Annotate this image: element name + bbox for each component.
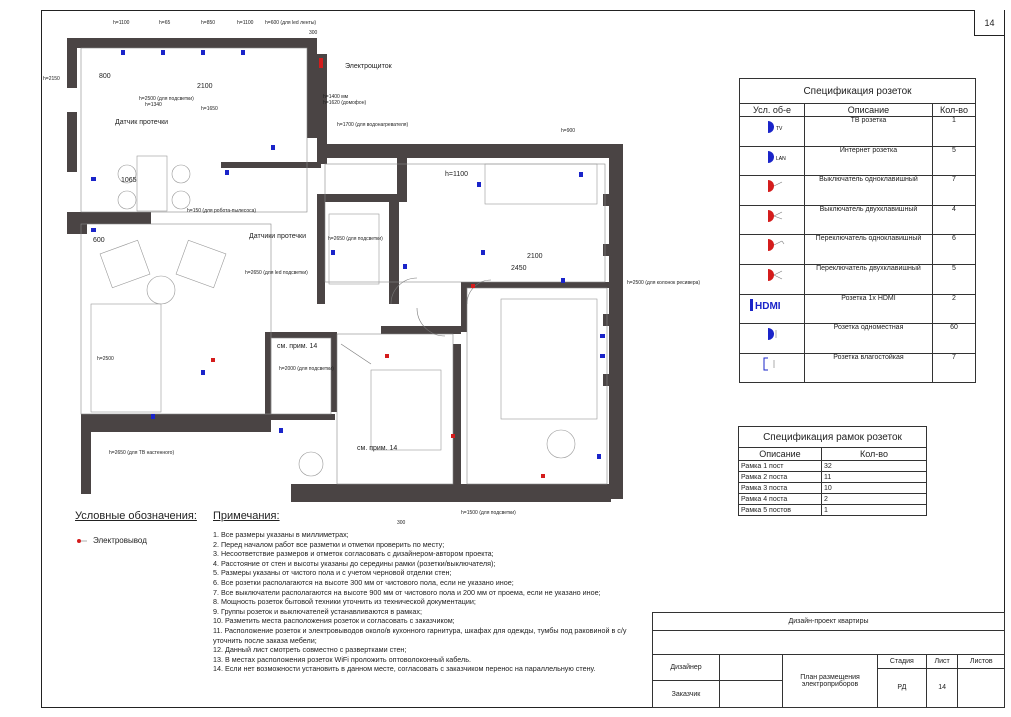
spec-row bbox=[740, 353, 976, 383]
leak-sensor-label: Датчик протечки bbox=[115, 119, 169, 126]
spec-qty: 5 bbox=[932, 264, 975, 294]
sheet-label: Лист bbox=[926, 655, 958, 668]
note-item: 6. Все розетки располагаются на высоте 300 мм от чистового пола, если не указано иное; bbox=[213, 577, 514, 587]
outlet-icon bbox=[77, 538, 87, 544]
spec-title: Спецификация розеток bbox=[740, 79, 976, 104]
dim-text: h=600 (для led ленты) bbox=[265, 20, 317, 26]
spec-desc: Переключатель двухклавишный bbox=[805, 264, 933, 294]
dim-text: h=65 bbox=[159, 20, 171, 26]
note-item: 1. Все размеры указаны в миллиметрах; bbox=[213, 530, 349, 539]
spec-qty: 7 bbox=[932, 176, 975, 206]
dim-text: 800 bbox=[99, 73, 111, 80]
dim-text: h=1500 (для подсветки) bbox=[461, 510, 516, 516]
frames-desc: Рамка 5 постов bbox=[739, 505, 822, 516]
frames-spec-table bbox=[738, 426, 927, 516]
spec-row bbox=[740, 235, 976, 265]
designer-label: Дизайнер bbox=[653, 655, 720, 681]
spec-desc: Интернет розетка bbox=[805, 146, 933, 176]
stage-value: РД bbox=[878, 668, 927, 707]
dim-text: h=150 (для робота-пылесоса) bbox=[187, 208, 257, 214]
frames-desc: Рамка 1 пост bbox=[739, 461, 822, 472]
dim-text: 1065 bbox=[121, 177, 137, 184]
spec-desc: Розетка 1х HDMI bbox=[805, 294, 933, 324]
dim-text: h=900 bbox=[561, 128, 576, 134]
switch-double-icon bbox=[740, 205, 805, 235]
spec-col-symbol: Усл. об-е bbox=[740, 104, 805, 117]
frames-qty: 32 bbox=[822, 461, 927, 472]
dim-text: h=1400 мм bbox=[323, 94, 349, 100]
page-number: 14 bbox=[974, 10, 1005, 36]
note-item: 9. Группы розеток и выключателей устанавливаются в рамках; bbox=[213, 606, 423, 616]
frames-col-desc: Описание bbox=[739, 448, 822, 461]
spec-desc: Переключатель одноклавишный bbox=[805, 235, 933, 265]
frames-qty: 1 bbox=[822, 505, 927, 516]
spec-row bbox=[740, 117, 976, 147]
note-item: 3. Несоответствие размеров и отметок согласовать с дизайнером-автором проекта; bbox=[213, 549, 494, 559]
spec-row bbox=[740, 294, 976, 324]
note-item: 5. Размеры указаны от чистого пола и с учетом черновой отделки стен; bbox=[213, 568, 452, 578]
frames-desc: Рамка 2 поста bbox=[739, 472, 822, 483]
dim-text: 600 bbox=[93, 237, 105, 244]
dim-text: h=1100 bbox=[237, 20, 254, 26]
svg-text:LAN: LAN bbox=[776, 155, 786, 162]
sockets-spec-table bbox=[739, 78, 976, 383]
hdmi-socket-icon bbox=[740, 294, 805, 324]
frames-row bbox=[739, 461, 927, 472]
sheet-title: План размещения электроприборов bbox=[783, 655, 878, 708]
dim-text: h=1650 bbox=[201, 106, 218, 112]
dim-text: 2450 bbox=[511, 265, 527, 272]
spec-row bbox=[740, 205, 976, 235]
notes-list bbox=[213, 530, 643, 674]
spec-row bbox=[740, 324, 976, 354]
frames-qty: 2 bbox=[822, 494, 927, 505]
dim-text: h=2650 (для ТВ настенного) bbox=[109, 450, 175, 456]
doors bbox=[341, 278, 491, 364]
tv-socket-icon bbox=[740, 117, 805, 147]
customer-value bbox=[720, 681, 783, 708]
legend-item-label: Электровывод bbox=[93, 536, 147, 545]
spec-desc: Розетка одноместная bbox=[805, 324, 933, 354]
dim-text: 2100 bbox=[527, 253, 543, 260]
spec-desc: ТВ розетка bbox=[805, 117, 933, 147]
switch-single-icon bbox=[740, 176, 805, 206]
note-item: 12. Данный лист смотреть совместно с развертками стен; bbox=[213, 645, 407, 655]
electrical-panel-label: Электрощиток bbox=[345, 63, 392, 70]
spec-qty: 4 bbox=[932, 205, 975, 235]
note-item: 11. Расположение розеток и электровыводов около/в кухонного гарнитура, шкафах для одежды, тумбы под раковиной в с/у уточнить после заказа мебели; bbox=[213, 625, 627, 645]
dim-text: h=1340 bbox=[145, 102, 162, 108]
dim-text: h=2500 bbox=[97, 356, 114, 362]
frames-desc: Рамка 3 поста bbox=[739, 483, 822, 494]
designer-value bbox=[720, 655, 783, 681]
floor-plan bbox=[41, 14, 701, 526]
spec-desc: Выключатель двухклавишный bbox=[805, 205, 933, 235]
toggle-double-icon bbox=[740, 264, 805, 294]
sheet-value: 14 bbox=[926, 668, 958, 707]
toggle-single-icon bbox=[740, 235, 805, 265]
note-item: 14. Если нет возможности установить в данном месте, согласовать с заказчиком перенос на параллельную стену. bbox=[213, 664, 596, 674]
spec-col-desc: Описание bbox=[805, 104, 933, 117]
note-item: 4. Расстояние от стен и высоты указаны до середины рамки (розетки/выключателя); bbox=[213, 558, 496, 568]
leak-sensors-label: Датчики протечки bbox=[249, 233, 306, 240]
dim-text: h=2150 bbox=[43, 76, 60, 82]
spec-qty: 5 bbox=[932, 146, 975, 176]
spec-qty: 7 bbox=[932, 353, 975, 383]
spec-row bbox=[740, 146, 976, 176]
legend-item bbox=[77, 536, 147, 545]
dim-text: h=2650 (для led подсветки) bbox=[245, 270, 308, 276]
note-item: 8. Мощность розеток бытовой техники уточнить из технической документации; bbox=[213, 597, 476, 607]
note-item: 2. Перед началом работ все разметки и отметки проверить по месту; bbox=[213, 539, 445, 549]
legend-title: Условные обозначения: bbox=[75, 510, 197, 522]
dim-text: h=2000 (для подсветки) bbox=[279, 366, 334, 372]
project-name: Дизайн-проект квартиры bbox=[653, 613, 1005, 631]
sheets-value bbox=[958, 668, 1005, 707]
dim-text: 2100 bbox=[197, 83, 213, 90]
frames-title: Спецификация рамок розеток bbox=[739, 427, 927, 448]
note-item: 13. В местах расположения розеток WiFi проложить оптоволоконный кабель. bbox=[213, 654, 471, 664]
frames-row bbox=[739, 472, 927, 483]
svg-text:TV: TV bbox=[776, 126, 783, 132]
dim-text: h=2500 (для колонок ресивера) bbox=[627, 280, 701, 286]
frames-qty: 10 bbox=[822, 483, 927, 494]
dim-text: h=1620 (домофон) bbox=[323, 100, 367, 106]
spec-row bbox=[740, 264, 976, 294]
stage-label: Стадия bbox=[878, 655, 927, 668]
spec-qty: 2 bbox=[932, 294, 975, 324]
dim-text: h=2650 (для подсветки) bbox=[328, 236, 383, 242]
note-ref-label: см. прим. 14 bbox=[277, 343, 318, 350]
spec-desc: Выключатель одноклавишный bbox=[805, 176, 933, 206]
spec-qty: 1 bbox=[932, 117, 975, 147]
waterproof-socket-icon bbox=[740, 353, 805, 383]
spec-qty: 6 bbox=[932, 235, 975, 265]
spec-desc: Розетка влагостойкая bbox=[805, 353, 933, 383]
lan-socket-icon bbox=[740, 146, 805, 176]
dim-text: h=1100 bbox=[445, 171, 469, 178]
title-block bbox=[652, 612, 1005, 708]
note-ref-label: см. прим. 14 bbox=[357, 445, 398, 452]
spec-qty: 60 bbox=[932, 324, 975, 354]
empty-row bbox=[653, 630, 1005, 655]
dim-text: h=1700 (для водонагревателя) bbox=[337, 122, 409, 128]
frames-row bbox=[739, 505, 927, 516]
note-item: 10. Разметить места расположения розеток и согласовать с заказчиком; bbox=[213, 616, 455, 626]
dim-text: h=1100 bbox=[113, 20, 130, 26]
dim-text: h=850 bbox=[201, 20, 216, 26]
dim-text: 300 bbox=[309, 30, 318, 36]
spec-row bbox=[740, 176, 976, 206]
frames-desc: Рамка 4 поста bbox=[739, 494, 822, 505]
note-item: 7. Все выключатели располагаются на высоте 900 мм от чистового пола и 200 мм от проема, если не указано иное; bbox=[213, 587, 601, 597]
customer-label: Заказчик bbox=[653, 681, 720, 708]
svg-text:HDMI: HDMI bbox=[755, 300, 781, 312]
dim-text: h=2500 (для подсветки) bbox=[139, 96, 194, 102]
dim-text: 300 bbox=[397, 520, 406, 526]
frames-col-qty: Кол-во bbox=[822, 448, 927, 461]
frames-row bbox=[739, 483, 927, 494]
frames-qty: 11 bbox=[822, 472, 927, 483]
notes-title: Примечания: bbox=[213, 510, 280, 522]
frames-row bbox=[739, 494, 927, 505]
single-socket-icon bbox=[740, 324, 805, 354]
spec-col-qty: Кол-во bbox=[932, 104, 975, 117]
sheets-label: Листов bbox=[958, 655, 1005, 668]
